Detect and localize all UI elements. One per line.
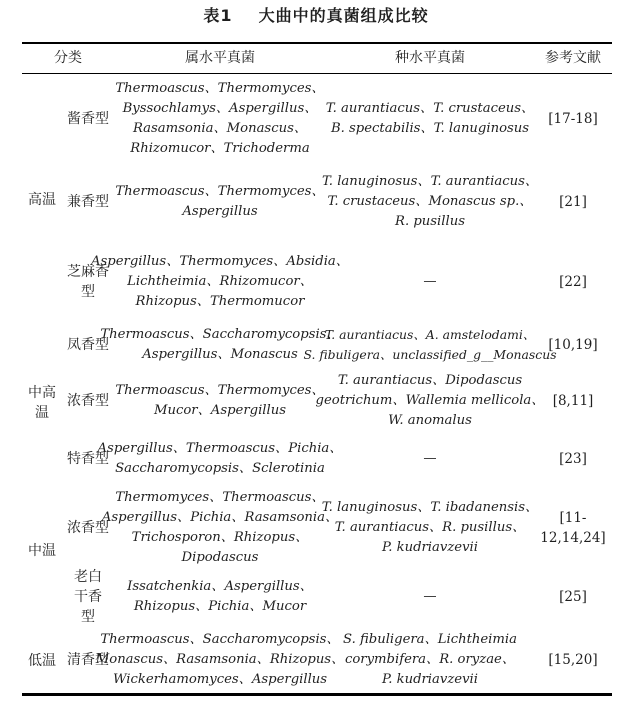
genus-cell: Thermoascus、Thermomyces、 Byssochlamys、Aspergillus、 Rasamsonia、Monascus、 Rhizomucor、Trichoderma xyxy=(115,81,325,156)
header-genus: 属水平真菌 xyxy=(185,50,255,66)
flavor-type: 酱香型 xyxy=(67,111,109,127)
species-cell: T. aurantiacus、Dipodascus geotrichum、Wallemia mellicola、 W. anomalus xyxy=(315,373,545,428)
group-label: 低温 xyxy=(28,653,56,669)
genus-cell: Thermoascus、Saccharomycopsis、 Monascus、Rasamsonia、Rhizopus、 Wickerhamomyces、Aspergillus xyxy=(95,632,345,687)
genus-cell: Aspergillus、Thermoascus、Pichia、 Saccharomycopsis、Sclerotinia xyxy=(97,441,343,476)
ref-cell: [22] xyxy=(559,274,587,290)
ref-cell: [15,20] xyxy=(548,652,598,668)
ref-cell: [8,11] xyxy=(552,393,594,409)
flavor-type: 浓香型 xyxy=(67,520,109,536)
flavor-type: 清香型 xyxy=(67,652,109,668)
flavor-type: 老白干香型 xyxy=(74,569,102,625)
table-number: 表1 xyxy=(203,6,233,25)
species-cell: T. aurantiacus、A. amstelodami、 S. fibuligera、unclassified_g__Monascus xyxy=(303,327,557,362)
flavor-type: 特香型 xyxy=(67,451,109,467)
ref-cell: [10,19] xyxy=(548,337,598,353)
flavor-type: 兼香型 xyxy=(67,194,109,210)
ref-cell: [21] xyxy=(559,194,587,210)
species-cell: S. fibuligera、Lichtheimia corymbifera、R. oryzae、 P. kudriavzevii xyxy=(343,632,517,687)
header-species: 种水平真菌 xyxy=(395,50,465,66)
genus-cell: Thermoascus、Saccharomycopsis、 Aspergillus、Monascus xyxy=(100,327,340,362)
ref-cell: [23] xyxy=(559,451,587,467)
group-label: 高温 xyxy=(28,192,56,208)
genus-cell: Issatchenkia、Aspergillus、 Rhizopus、Pichia、Mucor xyxy=(127,579,313,614)
flavor-type: 凤香型 xyxy=(67,337,109,353)
header-rule xyxy=(22,73,612,74)
group-label: 中温 xyxy=(28,543,56,559)
bottom-rule xyxy=(22,693,612,696)
genus-cell: Thermoascus、Thermomyces、 Mucor、Aspergillus xyxy=(115,383,325,418)
genus-cell: Thermomyces、Thermoascus、 Aspergillus、Pichia、Rasamsonia、 Trichosporon、Rhizopus、 Dipodascus xyxy=(101,490,339,565)
genus-cell: Thermoascus、Thermomyces、 Aspergillus xyxy=(115,184,325,219)
table-caption xyxy=(0,3,632,29)
table-title: 大曲中的真菌组成比较 xyxy=(258,6,429,25)
species-cell: T. lanuginosus、T. ibadanensis、 T. aurantiacus、R. pusillus、 P. kudriavzevii xyxy=(321,500,539,555)
species-cell: T. lanuginosus、T. aurantiacus、 T. crustaceus、Monascus sp.、 R. pusillus xyxy=(321,174,539,229)
ref-cell: [11-12,14,24] xyxy=(540,510,606,546)
ref-cell: [17-18] xyxy=(548,111,598,127)
flavor-type: 浓香型 xyxy=(67,393,109,409)
flavor-type: 芝麻香型 xyxy=(67,264,109,300)
header-ref: 参考文献 xyxy=(545,50,601,66)
species-cell: T. aurantiacus、T. crustaceus、 B. spectabilis、T. lanuginosus xyxy=(325,101,535,136)
header-category: 分类 xyxy=(54,50,82,66)
group-label: 中高温 xyxy=(28,385,56,421)
ref-cell: [25] xyxy=(559,589,587,605)
species-cell: — xyxy=(423,451,437,466)
species-cell: — xyxy=(423,274,437,289)
species-cell: — xyxy=(423,589,437,604)
genus-cell: Aspergillus、Thermomyces、Absidia、 Lichtheimia、Rhizomucor、 Rhizopus、Thermomucor xyxy=(91,254,349,309)
